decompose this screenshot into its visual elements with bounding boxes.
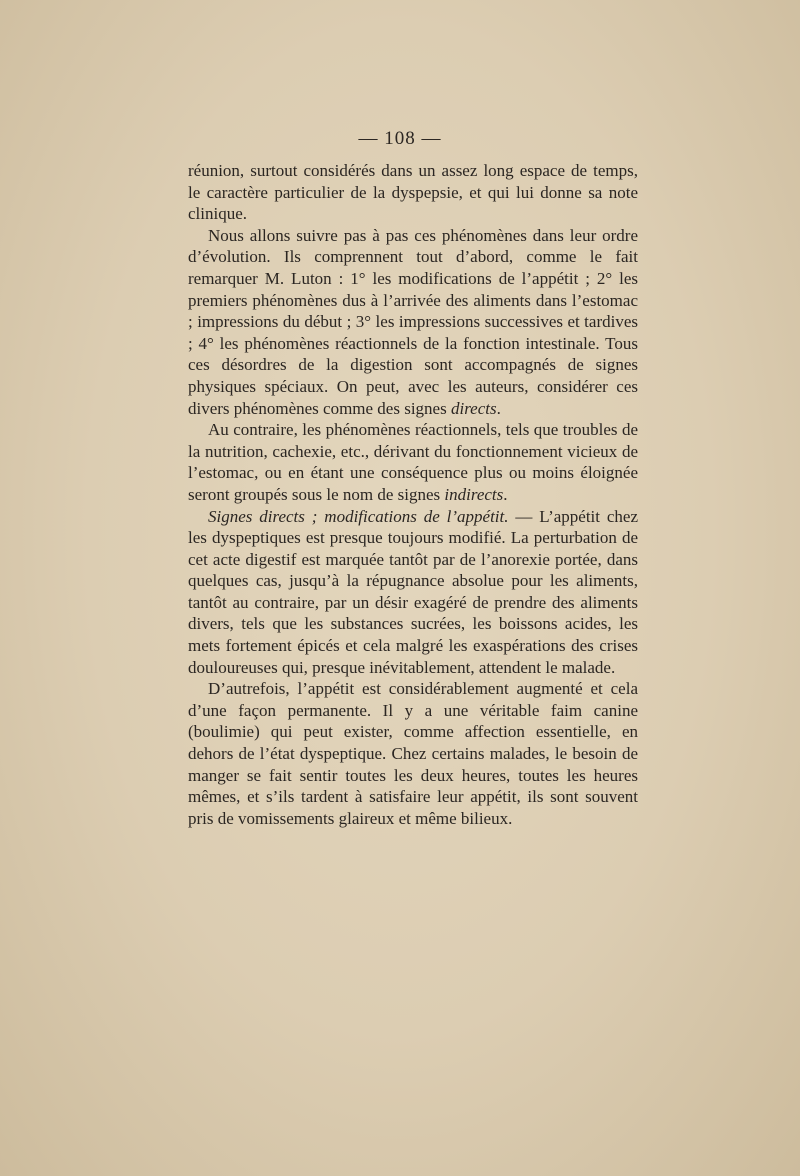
text-run: réunion, surtout considérés dans un assez long espace de temps, le caractère particulier de la dyspepsie, et qui lui donne sa note clinique. [188, 161, 638, 224]
paragraph [188, 678, 638, 829]
paragraph [188, 506, 638, 679]
text-run: Nous allons suivre pas à pas ces phénomènes dans leur ordre d’évolution. Ils comprennent tout d’abord, comme le fait remarquer M. Luton : 1° les modifications de l’appétit ; 2° les premiers phénomènes dus à l’arrivée des aliments dans l’estomac ; impressions du début ; 3° les impressions successives et tardives ; 4° les phénomènes réactionnels de la fonction intestinale. Tous ces désordres de la digestion sont accompagnés de signes physiques spéciaux. On peut, avec les auteurs, considérer ces divers phénomènes comme des signes [188, 225, 638, 418]
page-number: — 108 — [358, 128, 442, 149]
italic-text-run: directs [450, 398, 497, 418]
paragraph [188, 225, 638, 419]
italic-text-run: indirects [444, 484, 504, 504]
text-run: — L’appétit chez les dyspeptiques est presque toujours modifié. La perturbation de cet acte digestif est marquée tantôt par de l’anorexie portée, dans quelques cas, jusqu’à la répugnance absolue pour les aliments, tantôt au contraire, par un désir exagéré de prendre des aliments divers, tels que les substances sucrées, les boissons acides, les mets fortement épicés et cela malgré les exaspérations des crises douloureuses qui, presque inévitablement, attendent le malade. [188, 506, 638, 677]
body-text [188, 160, 638, 829]
paragraph [188, 160, 638, 225]
text-run: . [503, 484, 508, 504]
italic-text-run: Signes directs ; modifications de l’appétit. [208, 506, 509, 526]
text-run: . [496, 398, 501, 418]
paragraph [188, 419, 638, 505]
text-run: D’autrefois, l’appétit est considérablement augmenté et cela d’une façon permanente. Il y a une véritable faim canine (boulimie) qui peut exister, comme affection essentielle, en dehors de l’état dyspeptique. Chez certains malades, le besoin de manger se fait sentir toutes les deux heures, toutes les heures mêmes, et s’ils tardent à satisfaire leur appétit, ils sont souvent pris de vomissements glaireux et même bilieux. [188, 679, 638, 828]
text-run: Au contraire, les phénomènes réactionnels, tels que troubles de la nutrition, cachexie, etc., dérivant du fonctionnement vicieux de l’estomac, ou en étant une conséquence plus ou moins éloignée seront groupés sous le nom de signes [188, 420, 638, 504]
